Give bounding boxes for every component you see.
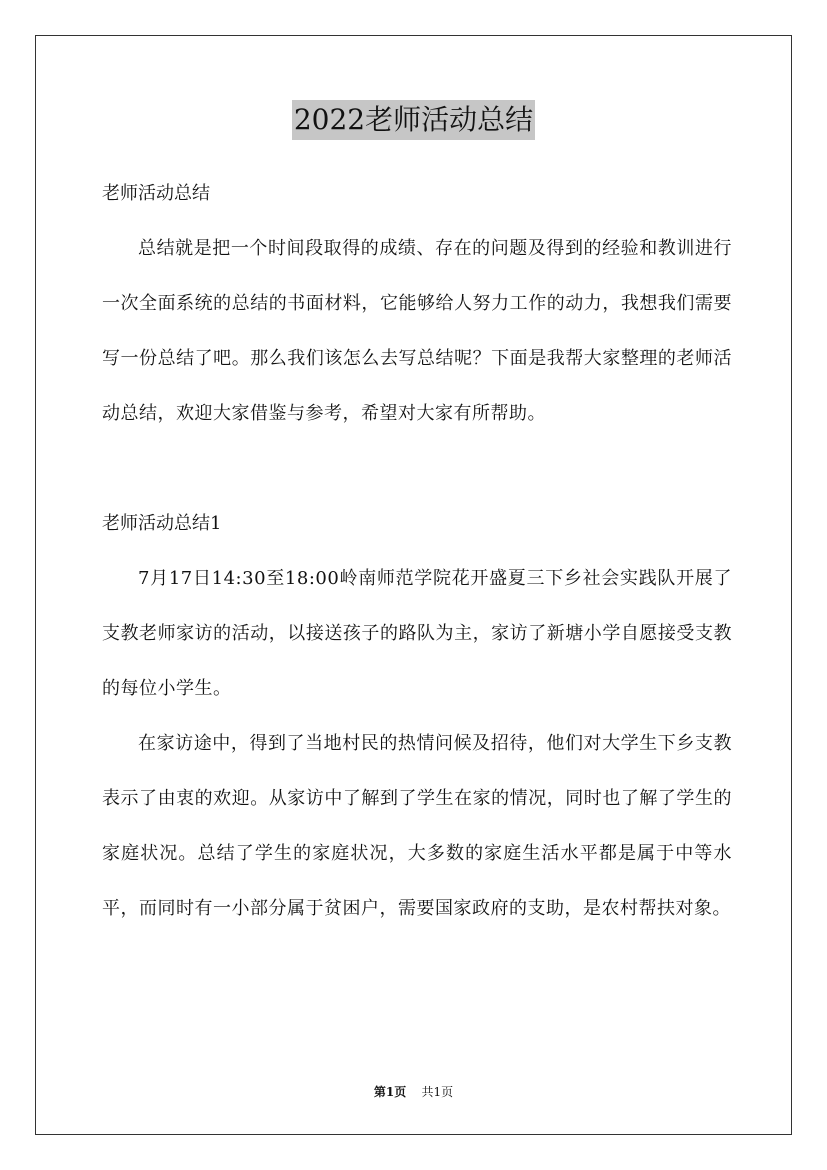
title-container xyxy=(0,100,827,140)
section-gap xyxy=(102,441,732,496)
intro-heading: 老师活动总结 xyxy=(102,183,210,204)
document-title: 2022老师活动总结 xyxy=(292,100,535,140)
page-footer xyxy=(0,1082,827,1102)
section1-paragraph-2: 在家访途中，得到了当地村民的热情问候及招待，他们对大学生下乡支教表示了由衷的欢迎。从家访中了解到了学生在家的情况，同时也了解了学生的家庭状况。总结了学生的家庭状况，大多数的家庭生活水平都是属于中等水平，而同时有一小部分属于贫困户，需要国家政府的支助，是农村帮扶对象。 xyxy=(102,733,732,919)
section1-heading: 老师活动总结1 xyxy=(102,513,222,534)
document-body xyxy=(102,166,732,936)
page-number: 第1页 xyxy=(373,1085,407,1099)
total-pages: 共1页 xyxy=(421,1085,454,1099)
footer-spacer xyxy=(410,1085,418,1099)
section1-paragraph-1: 7月17日14:30至18:00岭南师范学院花开盛夏三下乡社会实践队开展了支教老师家访的活动，以接送孩子的路队为主，家访了新塘小学自愿接受支教的每位小学生。 xyxy=(102,568,732,699)
intro-paragraph: 总结就是把一个时间段取得的成绩、存在的问题及得到的经验和教训进行一次全面系统的总结的书面材料，它能够给人努力工作的动力，我想我们需要写一份总结了吧。那么我们该怎么去写总结呢？下面是我帮大家整理的老师活动总结，欢迎大家借鉴与参考，希望对大家有所帮助。 xyxy=(102,238,732,424)
